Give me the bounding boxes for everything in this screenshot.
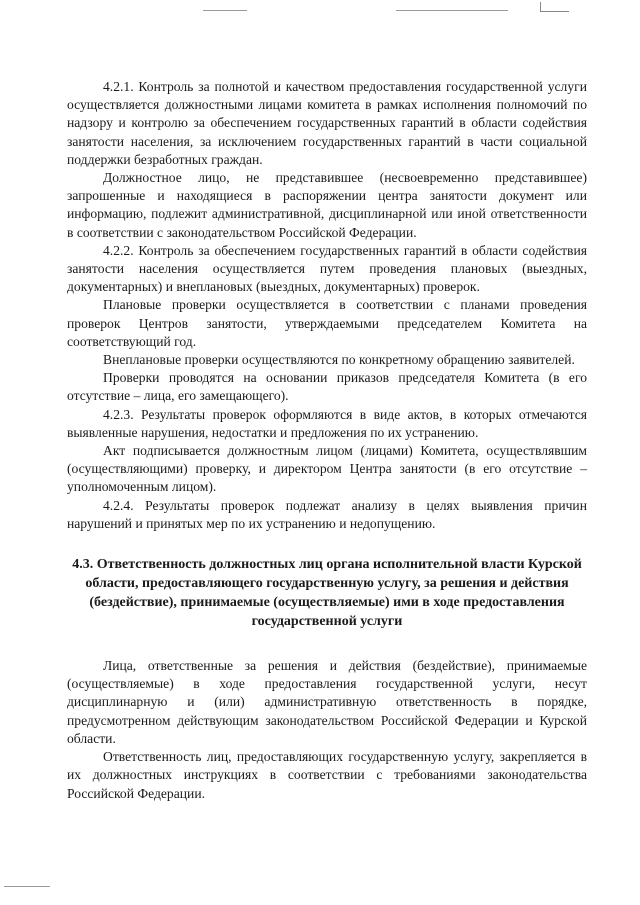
scan-corner-mark	[540, 2, 569, 12]
paragraph-job-instructions: Ответственность лиц, предоставляющих государственную услугу, закрепляется в их должностных инструкциях в соответствии с требованиями законодательства Российской Федерации.	[67, 749, 587, 801]
paragraph-4-2-3: 4.2.3. Результаты проверок оформляются в виде актов, в которых отмечаются выявленные нарушения, недостатки и предложения по их устранению.	[67, 406, 587, 440]
paragraph-4-2-2: 4.2.2. Контроль за обеспечением государственных гарантий в области содействия занятости населения осуществляется путем проведения плановых (выездных, документарных) и внеплановых (выездных, документарных) проверок.	[67, 242, 587, 295]
paragraph-4-2-1: 4.2.1. Контроль за полнотой и качеством предоставления государственной услуги осуществляется должностными лицами комитета в рамках исполнения полномочий по надзору и контролю за обеспечением государственных гарантий в области содействия занятости населения, за исключением государственных гарантий в части социальной поддержки безработных граждан.	[67, 79, 587, 167]
paragraph-responsible-persons: Лица, ответственные за решения и действия (бездействие), принимаемые (осуществляемые) в ходе предоставления государственной услуги, несут дисциплинарную и (или) административную ответственность в порядке, предусмотренном действующим законодательством Российской Федерации и Курской области.	[67, 658, 587, 746]
paragraph-planned-inspections: Плановые проверки осуществляется в соответствии с планами проведения проверок Центров занятости, утверждаемыми председателем Комитета на соответствующий год.	[67, 297, 587, 349]
scan-artifact-top-left	[203, 10, 247, 11]
paragraph-official-liability: Должностное лицо, не представившее (несвоевременно представившее) запрошенные и находящиеся в распоряжении центра занятости документ или информацию, подлежит административной, дисциплинарной или иной ответственности в соответствии с законодательством Российской Федерации.	[67, 170, 587, 240]
scan-artifact-bottom-left	[4, 886, 50, 887]
section-spacer	[67, 631, 587, 657]
paragraph-act-signing: Акт подписывается должностным лицом (лицами) Комитета, осуществлявшим (осуществляющими) проверку, и директором Центра занятости (в его отсутствие – уполномоченным лицом).	[67, 443, 587, 495]
document-body	[67, 78, 587, 803]
scan-artifact-top-middle	[396, 10, 508, 11]
paragraph-inspection-orders: Проверки проводятся на основании приказов председателя Комитета (в его отсутствие – лица, его замещающего).	[67, 370, 587, 404]
paragraph-4-2-4: 4.2.4. Результаты проверок подлежат анализу в целях выявления причин нарушений и принятых мер по их устранению и недопущению.	[67, 497, 587, 531]
paragraph-unplanned-inspections: Внеплановые проверки осуществляются по конкретному обращению заявителей.	[103, 352, 575, 368]
section-heading-4-3: 4.3. Ответственность должностных лиц органа исполнительной власти Курской области, предоставляющего государственную услугу, за решения и действия (бездействие), принимаемые (осуществляемые) ими в ходе предоставления государственной услуги	[72, 557, 582, 630]
